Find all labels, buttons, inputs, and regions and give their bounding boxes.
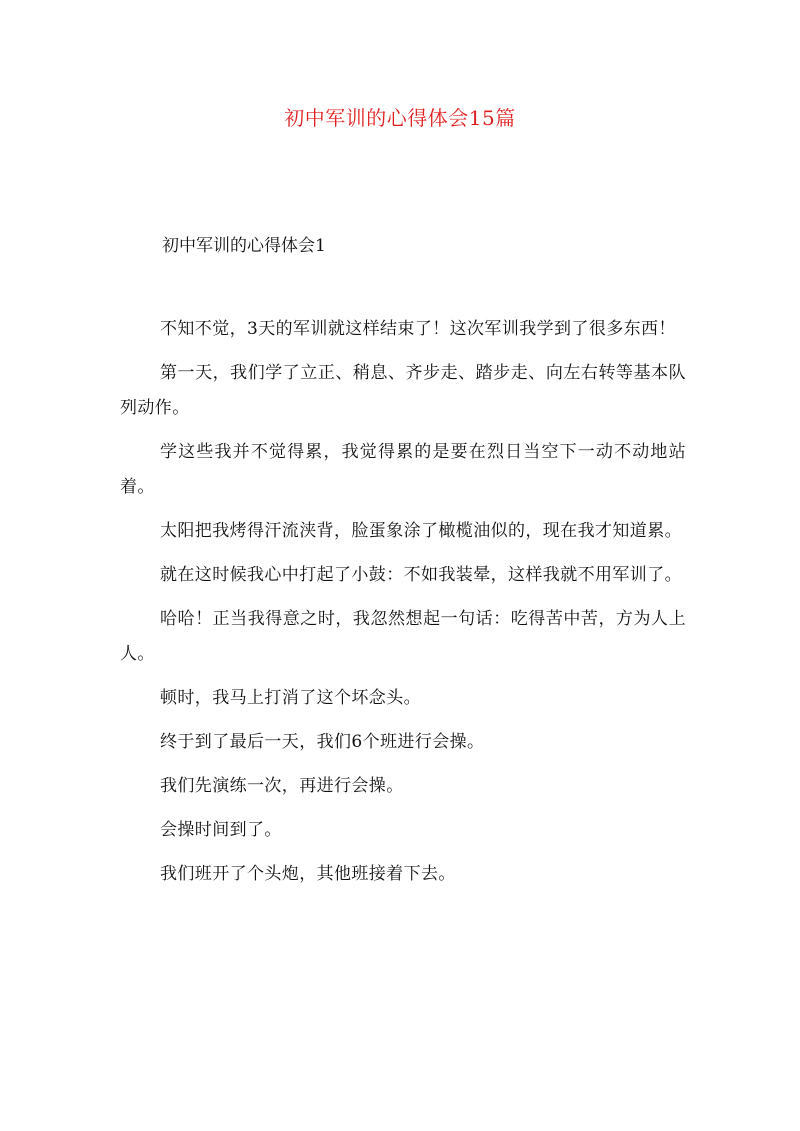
- paragraph: 第一天，我们学了立正、稍息、齐步走、踏步走、向左右转等基本队列动作。: [120, 363, 686, 418]
- paragraph: 不知不觉，3天的军训就这样结束了！这次军训我学到了很多东西！: [160, 319, 676, 339]
- paragraph: 哈哈！正当我得意之时，我忽然想起一句话：吃得苦中苦，方为人上人。: [120, 609, 686, 664]
- document-body: [120, 312, 686, 901]
- paragraph: 我们先演练一次，再进行会操。: [160, 776, 404, 796]
- paragraph: 太阳把我烤得汗流浃背，脸蛋象涂了橄榄油似的，现在我才知道累。: [160, 521, 682, 541]
- paragraph: 学这些我并不觉得累，我觉得累的是要在烈日当空下一动不动地站着。: [120, 442, 686, 497]
- paragraph: 会操时间到了。: [160, 820, 282, 840]
- section-heading: 初中军训的心得体会1: [162, 236, 326, 256]
- paragraph: 终于到了最后一天，我们6个班进行会操。: [160, 732, 485, 752]
- document-title: 初中军训的心得体会15篇: [284, 106, 516, 130]
- paragraph: 顿时，我马上打消了这个坏念头。: [160, 688, 421, 708]
- paragraph: 就在这时候我心中打起了小鼓：不如我装晕，这样我就不用军训了。: [160, 565, 682, 585]
- paragraph: 我们班开了个头炮，其他班接着下去。: [160, 864, 456, 884]
